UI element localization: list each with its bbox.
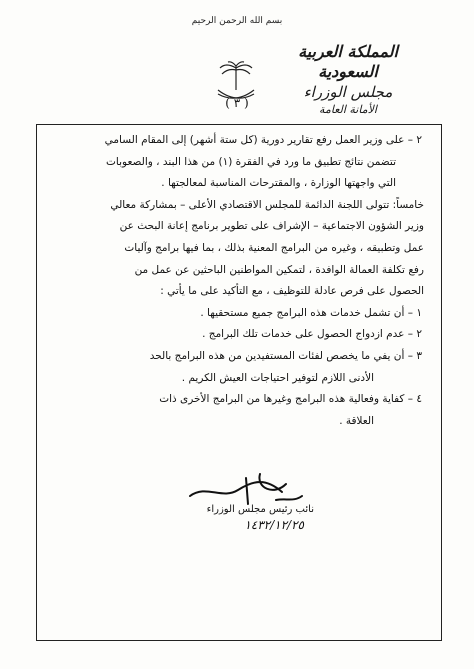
document-body [48, 130, 424, 432]
body-line: عمل وتطبيقه ، وغيره من البرامج المعنية بذلك ، بما فيها برامج وآليات [124, 241, 424, 254]
body-line: رفع تكلفة العمالة الوافدة ، لتمكين المواطنين الباحثين عن عمل من [134, 263, 424, 276]
signature-date: ١٤٣٢/١٢/٢٥ [244, 518, 304, 532]
body-line: تتضمن نتائج تطبيق ما ورد في الفقرة (١) من هذا البند ، والصعوبات [106, 155, 396, 168]
body-line: خامساً: تتولى اللجنة الدائمة للمجلس الاقتصادي الأعلى – بمشاركة معالي [110, 198, 424, 211]
council-name: مجلس الوزراء [303, 83, 393, 101]
list-item: ١ – أن تشمل خدمات هذه البرامج جميع مستحقيها . [200, 306, 422, 319]
list-item-continuation: الأدنى اللازم لتوفير احتياجات العيش الكريم . [181, 371, 374, 384]
handwritten-signature-icon [186, 470, 306, 508]
kingdom-name: المملكة العربية السعودية [298, 42, 398, 81]
body-line: الحصول على فرص عادلة للتوظيف ، مع التأكيد على ما يأتي : [160, 285, 424, 298]
list-item: ٤ – كفاية وفعالية هذه البرامج وغيرها من البرامج الأخرى ذات [159, 393, 422, 406]
secretariat-name: الأمانة العامة [319, 103, 377, 116]
list-item: ٢ – عدم ازدواج الحصول على خدمات تلك البرامج . [202, 328, 422, 341]
body-line: وزير الشؤون الاجتماعية – الإشراف على تطوير برنامج إعانة البحث عن [119, 220, 424, 233]
body-line: التي واجهتها الوزارة ، والمقترحات المناسبة لمعالجتها . [161, 177, 396, 190]
basmala: بسم الله الرحمن الرحيم [191, 16, 283, 26]
list-item-continuation: العلاقة . [339, 414, 374, 427]
body-line: ٢ – على وزير العمل رفع تقارير دورية (كل ستة أشهر) إلى المقام السامي [104, 134, 422, 146]
signatory-title: نائب رئيس مجلس الوزراء [206, 504, 314, 515]
page-number: ( ٣ ) [225, 96, 249, 110]
list-item: ٣ – أن يفي ما يخصص لفئات المستفيدين من هذه البرامج بالحد [149, 349, 422, 362]
